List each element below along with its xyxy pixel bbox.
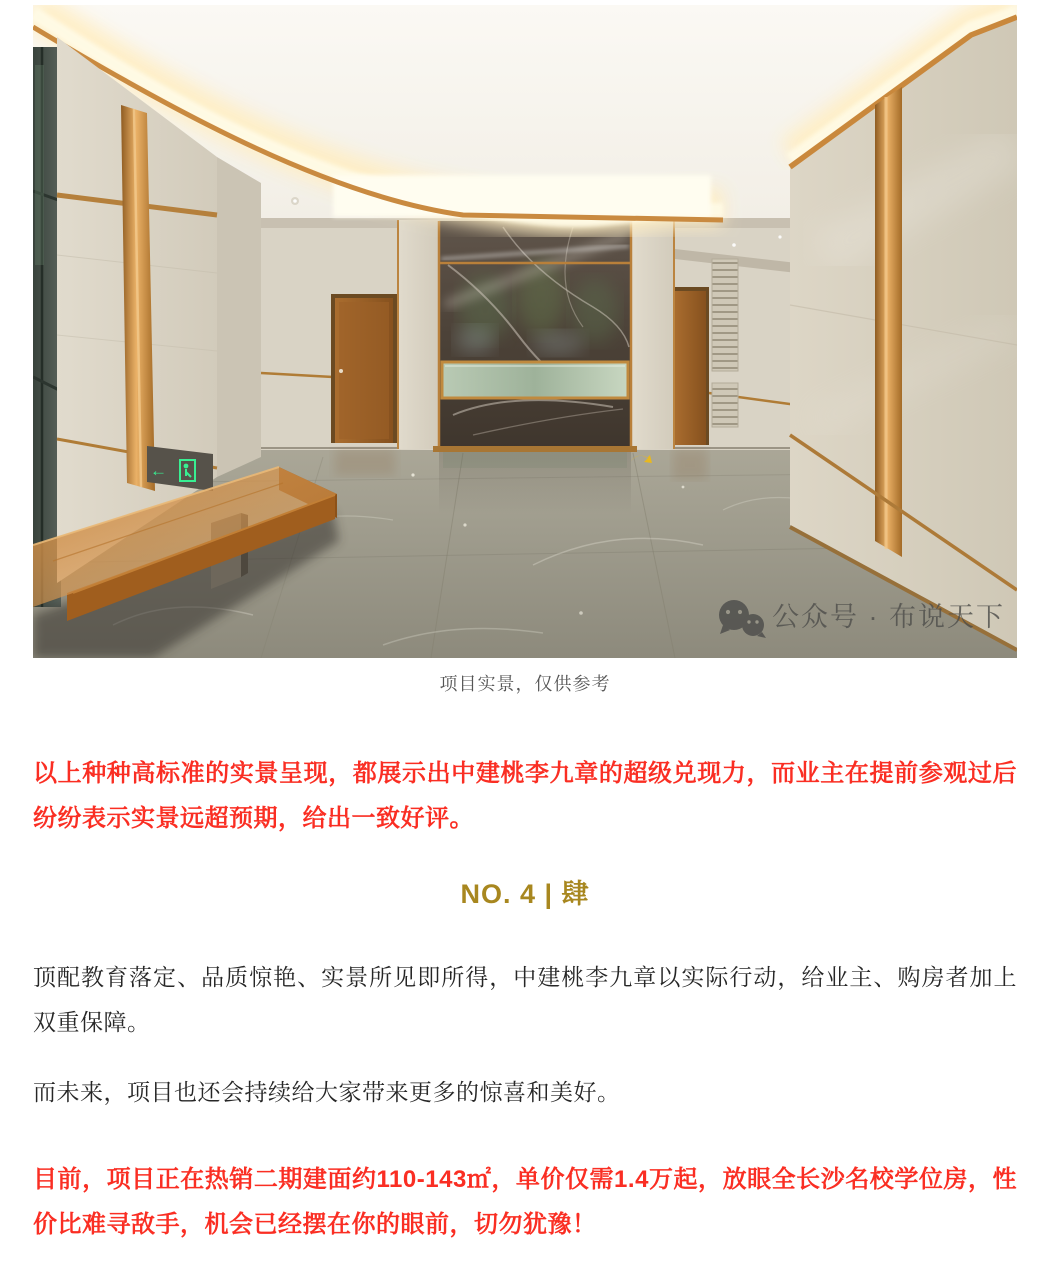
air-vent — [712, 259, 738, 427]
lobby-photo-canvas — [33, 5, 1017, 658]
highlight-paragraph-2: 目前，项目正在热销二期建面约110-143㎡，单价仅需1.4万起，放眼全长沙名校学位房，性价比难寻敌手，机会已经摆在你的眼前，切勿犹豫！ — [33, 1166, 1017, 1238]
copper-strip-right — [875, 87, 902, 557]
body-paragraph-1: 顶配教育落定、品质惊艳、实景所见即所得，中建桃李九章以实际行动，给业主、购房者加上双重保障。 — [33, 964, 1017, 1035]
back-door-right — [671, 287, 709, 479]
watermark-text: 公众号 · 布说天下 — [772, 602, 1005, 632]
body-paragraph-2: 而未来，项目也还会持续给大家带来更多的惊喜和美好。 — [33, 1079, 621, 1105]
glass-band — [442, 362, 628, 398]
recessed-light-panel — [333, 175, 711, 217]
window-strip — [33, 47, 61, 607]
highlight-paragraph-1: 以上种种高标准的实景呈现，都展示出中建桃李九章的超级兑现力，而业主在提前参观过后纷纷表示实景远超预期，给出一致好评。 — [33, 760, 1017, 832]
section-heading-no4: NO. 4 | 肆 — [460, 879, 590, 909]
exit-arrow: ← — [150, 461, 167, 480]
lobby-photo[interactable] — [33, 5, 1017, 658]
photo-caption: 项目实景，仅供参考 — [439, 674, 611, 694]
